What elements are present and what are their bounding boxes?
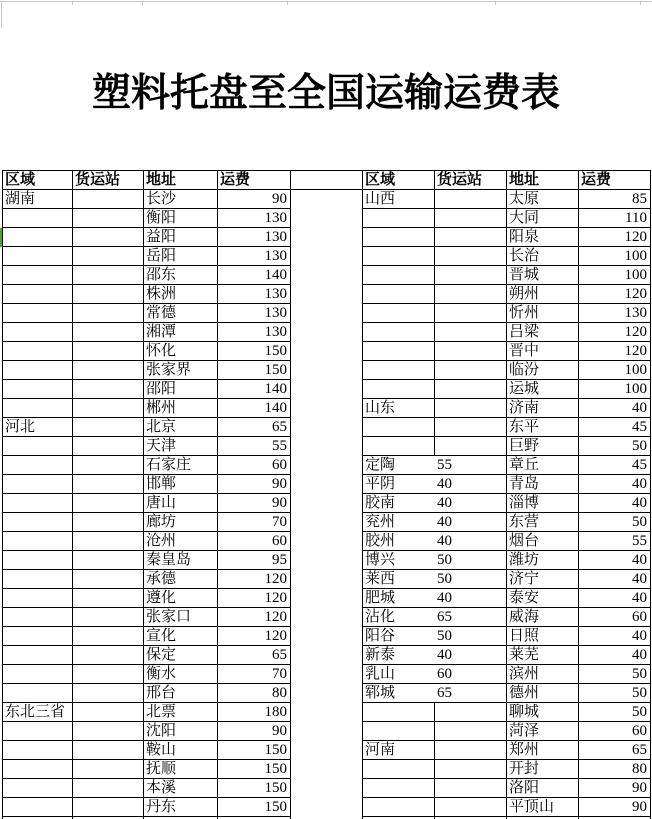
cell-station[interactable] xyxy=(435,741,507,760)
cell-station[interactable] xyxy=(73,475,144,494)
cell-address[interactable]: 济南 xyxy=(507,399,579,418)
cell-station[interactable] xyxy=(73,760,144,779)
column-header[interactable]: 区域 xyxy=(363,171,435,190)
cell-region[interactable]: 胶州 xyxy=(363,532,435,551)
cell-fee[interactable]: 40 xyxy=(579,646,651,665)
cell-region[interactable]: 湖南 xyxy=(3,190,73,209)
cell-address[interactable]: 日照 xyxy=(507,627,579,646)
cell-station[interactable] xyxy=(435,361,507,380)
cell-fee[interactable]: 90 xyxy=(579,779,651,798)
cell-address[interactable]: 益阳 xyxy=(144,228,218,247)
cell-fee[interactable]: 130 xyxy=(218,304,291,323)
cell-fee[interactable]: 130 xyxy=(218,209,291,228)
cell-station[interactable] xyxy=(73,627,144,646)
cell-address[interactable]: 晋城 xyxy=(507,266,579,285)
freight-table-right xyxy=(362,170,651,819)
cell-fee[interactable]: 70 xyxy=(218,513,291,532)
cell-region[interactable] xyxy=(3,494,73,513)
cell-station[interactable] xyxy=(435,380,507,399)
cell-region[interactable] xyxy=(363,304,435,323)
cell-region[interactable] xyxy=(363,722,435,741)
cell-fee[interactable]: 140 xyxy=(218,399,291,418)
cell-region[interactable]: 莱西 xyxy=(363,570,435,589)
cell-address[interactable]: 常德 xyxy=(144,304,218,323)
cell-station[interactable]: 65 xyxy=(435,608,507,627)
cell-fee[interactable]: 90 xyxy=(218,722,291,741)
cell-station[interactable] xyxy=(435,266,507,285)
cell-region[interactable]: 河北 xyxy=(3,418,73,437)
cell-fee[interactable]: 90 xyxy=(218,190,291,209)
cell-address[interactable]: 烟台 xyxy=(507,532,579,551)
cell-region[interactable]: 山东 xyxy=(363,399,435,418)
cell-fee[interactable]: 40 xyxy=(579,494,651,513)
cell-station[interactable] xyxy=(73,323,144,342)
cell-region[interactable] xyxy=(363,228,435,247)
cell-address[interactable]: 株洲 xyxy=(144,285,218,304)
cell-address[interactable]: 张家口 xyxy=(144,608,218,627)
cell-address[interactable]: 唐山 xyxy=(144,494,218,513)
cell-station[interactable] xyxy=(435,779,507,798)
cell-region[interactable] xyxy=(363,798,435,817)
sheet-gridline-top xyxy=(0,1,652,2)
cell-fee[interactable]: 40 xyxy=(579,589,651,608)
cell-region[interactable]: 定陶 xyxy=(363,456,435,475)
sheet-gridline-left xyxy=(1,1,2,28)
cell-address[interactable]: 郑州 xyxy=(507,741,579,760)
cell-fee[interactable]: 150 xyxy=(218,760,291,779)
cell-address[interactable]: 滨州 xyxy=(507,665,579,684)
cell-station[interactable] xyxy=(435,722,507,741)
cell-address[interactable]: 运城 xyxy=(507,380,579,399)
cell-address[interactable]: 东营 xyxy=(507,513,579,532)
cell-station[interactable] xyxy=(73,361,144,380)
cell-address[interactable]: 怀化 xyxy=(144,342,218,361)
cell-region[interactable]: 阳谷 xyxy=(363,627,435,646)
cell-region[interactable] xyxy=(363,380,435,399)
cell-fee[interactable]: 40 xyxy=(579,399,651,418)
cell-fee[interactable]: 100 xyxy=(579,247,651,266)
cell-address[interactable]: 平顶山 xyxy=(507,798,579,817)
cell-region[interactable] xyxy=(3,684,73,703)
cell-station[interactable]: 40 xyxy=(435,532,507,551)
cell-region[interactable] xyxy=(363,266,435,285)
cell-address[interactable]: 莱芜 xyxy=(507,646,579,665)
cell-fee[interactable]: 40 xyxy=(579,627,651,646)
cell-address[interactable]: 抚顺 xyxy=(144,760,218,779)
cell-address[interactable]: 沧州 xyxy=(144,532,218,551)
cell-address[interactable]: 章丘 xyxy=(507,456,579,475)
cell-station[interactable] xyxy=(435,703,507,722)
cell-address[interactable]: 聊城 xyxy=(507,703,579,722)
cell-fee[interactable]: 60 xyxy=(218,532,291,551)
cell-address[interactable]: 衡阳 xyxy=(144,209,218,228)
cell-fee[interactable]: 55 xyxy=(579,532,651,551)
cell-fee[interactable]: 90 xyxy=(579,798,651,817)
cell-address[interactable]: 宣化 xyxy=(144,627,218,646)
cell-address[interactable]: 张家界 xyxy=(144,361,218,380)
cell-fee[interactable]: 120 xyxy=(218,627,291,646)
cell-region[interactable] xyxy=(363,342,435,361)
cell-region[interactable] xyxy=(3,247,73,266)
cell-station[interactable] xyxy=(73,342,144,361)
cell-fee[interactable]: 90 xyxy=(218,475,291,494)
cell-region[interactable] xyxy=(363,418,435,437)
cell-region[interactable]: 山西 xyxy=(363,190,435,209)
cell-address[interactable]: 大同 xyxy=(507,209,579,228)
cell-region[interactable] xyxy=(3,741,73,760)
column-header[interactable]: 地址 xyxy=(144,171,218,190)
cell-fee[interactable]: 45 xyxy=(579,418,651,437)
cell-region[interactable] xyxy=(3,323,73,342)
cell-address[interactable]: 东平 xyxy=(507,418,579,437)
cell-fee[interactable]: 80 xyxy=(218,684,291,703)
cell-fee[interactable]: 80 xyxy=(579,760,651,779)
cell-station[interactable] xyxy=(435,418,507,437)
cell-fee[interactable]: 90 xyxy=(218,494,291,513)
cell-address[interactable]: 晋中 xyxy=(507,342,579,361)
cell-station[interactable]: 50 xyxy=(435,570,507,589)
cell-fee[interactable]: 50 xyxy=(579,665,651,684)
cell-region[interactable]: 肥城 xyxy=(363,589,435,608)
sheet-title: 塑料托盘至全国运输运费表 xyxy=(91,72,560,115)
cell-fee[interactable]: 40 xyxy=(579,475,651,494)
cell-address[interactable]: 淄博 xyxy=(507,494,579,513)
cell-fee[interactable]: 120 xyxy=(579,228,651,247)
cell-fee[interactable]: 180 xyxy=(218,703,291,722)
cell-fee[interactable]: 120 xyxy=(579,323,651,342)
cell-region[interactable]: 郓城 xyxy=(363,684,435,703)
column-header[interactable]: 货运站 xyxy=(435,171,507,190)
cell-region[interactable] xyxy=(3,209,73,228)
cell-region[interactable] xyxy=(3,513,73,532)
cell-region[interactable] xyxy=(3,646,73,665)
cell-station[interactable] xyxy=(435,247,507,266)
cell-fee[interactable]: 120 xyxy=(218,570,291,589)
cell-fee[interactable]: 50 xyxy=(579,684,651,703)
cell-region[interactable] xyxy=(363,760,435,779)
cell-fee[interactable]: 130 xyxy=(218,247,291,266)
cell-station[interactable] xyxy=(73,684,144,703)
cell-address[interactable]: 郴州 xyxy=(144,399,218,418)
cell-region[interactable] xyxy=(3,266,73,285)
cell-fee[interactable]: 150 xyxy=(218,779,291,798)
cell-address[interactable]: 邢台 xyxy=(144,684,218,703)
cell-station[interactable] xyxy=(435,285,507,304)
cell-station[interactable] xyxy=(73,570,144,589)
cell-address[interactable]: 朔州 xyxy=(507,285,579,304)
cell-station[interactable] xyxy=(73,399,144,418)
cell-station[interactable]: 40 xyxy=(435,494,507,513)
cell-region[interactable] xyxy=(3,399,73,418)
cell-fee[interactable]: 55 xyxy=(218,437,291,456)
cell-fee[interactable]: 120 xyxy=(579,342,651,361)
cell-address[interactable]: 鞍山 xyxy=(144,741,218,760)
cell-fee[interactable]: 45 xyxy=(579,456,651,475)
cell-fee[interactable]: 150 xyxy=(218,798,291,817)
cell-address[interactable]: 承德 xyxy=(144,570,218,589)
cell-fee[interactable]: 65 xyxy=(218,418,291,437)
sheet-column-tick xyxy=(495,1,496,5)
cell-station[interactable] xyxy=(73,190,144,209)
cell-station[interactable]: 40 xyxy=(435,513,507,532)
sheet-column-tick xyxy=(72,1,73,5)
cell-fee[interactable]: 85 xyxy=(579,190,651,209)
cell-fee[interactable]: 120 xyxy=(218,608,291,627)
cell-address[interactable]: 邵东 xyxy=(144,266,218,285)
cell-fee[interactable]: 50 xyxy=(579,703,651,722)
cell-station[interactable] xyxy=(73,741,144,760)
cell-fee[interactable]: 50 xyxy=(579,437,651,456)
cell-address[interactable]: 开封 xyxy=(507,760,579,779)
cell-region[interactable] xyxy=(363,209,435,228)
cell-region[interactable] xyxy=(3,456,73,475)
cell-region[interactable]: 河南 xyxy=(363,741,435,760)
cell-address[interactable]: 德州 xyxy=(507,684,579,703)
cell-fee[interactable]: 150 xyxy=(218,741,291,760)
cell-address[interactable]: 泰安 xyxy=(507,589,579,608)
sheet-column-tick xyxy=(142,1,143,5)
cell-region[interactable]: 平阴 xyxy=(363,475,435,494)
cell-fee[interactable]: 110 xyxy=(579,209,651,228)
cell-fee[interactable]: 130 xyxy=(579,304,651,323)
cell-region[interactable] xyxy=(363,247,435,266)
cell-fee[interactable]: 100 xyxy=(579,266,651,285)
cell-station[interactable] xyxy=(435,798,507,817)
cell-address[interactable]: 遵化 xyxy=(144,589,218,608)
cell-region[interactable]: 东北三省 xyxy=(3,703,73,722)
column-header[interactable]: 区域 xyxy=(3,171,73,190)
cell-station[interactable] xyxy=(73,285,144,304)
cell-region[interactable] xyxy=(3,608,73,627)
cell-address[interactable]: 菏泽 xyxy=(507,722,579,741)
cell-region[interactable] xyxy=(3,437,73,456)
freight-table-left xyxy=(2,170,291,819)
cell-fee[interactable]: 150 xyxy=(218,342,291,361)
cell-station[interactable] xyxy=(435,190,507,209)
cell-address[interactable]: 长沙 xyxy=(144,190,218,209)
cell-address[interactable]: 廊坊 xyxy=(144,513,218,532)
cell-region[interactable] xyxy=(3,798,73,817)
column-header[interactable]: 运费 xyxy=(218,171,291,190)
column-header[interactable]: 运费 xyxy=(579,171,651,190)
cell-address[interactable]: 衡水 xyxy=(144,665,218,684)
cell-region[interactable] xyxy=(3,722,73,741)
cell-region[interactable] xyxy=(3,570,73,589)
cell-fee[interactable]: 60 xyxy=(579,608,651,627)
cell-address[interactable]: 济宁 xyxy=(507,570,579,589)
cell-fee[interactable]: 65 xyxy=(218,646,291,665)
cell-region[interactable] xyxy=(3,361,73,380)
cell-region[interactable] xyxy=(3,304,73,323)
cell-fee[interactable]: 60 xyxy=(218,456,291,475)
cell-station[interactable] xyxy=(73,779,144,798)
cell-fee[interactable]: 65 xyxy=(579,741,651,760)
cell-station[interactable] xyxy=(73,494,144,513)
cell-address[interactable]: 太原 xyxy=(507,190,579,209)
cell-region[interactable] xyxy=(3,285,73,304)
sheet-column-tick xyxy=(640,1,641,5)
cell-station[interactable] xyxy=(73,380,144,399)
cell-fee[interactable]: 40 xyxy=(579,570,651,589)
cell-region[interactable] xyxy=(363,361,435,380)
cell-station[interactable] xyxy=(73,665,144,684)
cell-fee[interactable]: 130 xyxy=(218,228,291,247)
cell-station[interactable] xyxy=(73,551,144,570)
cell-station[interactable] xyxy=(435,342,507,361)
cell-station[interactable] xyxy=(73,589,144,608)
cell-address[interactable]: 保定 xyxy=(144,646,218,665)
cell-address[interactable]: 威海 xyxy=(507,608,579,627)
cell-region[interactable] xyxy=(3,779,73,798)
cell-station[interactable]: 65 xyxy=(435,684,507,703)
cell-address[interactable]: 临汾 xyxy=(507,361,579,380)
cell-station[interactable] xyxy=(73,266,144,285)
cell-fee[interactable]: 130 xyxy=(218,323,291,342)
cell-region[interactable] xyxy=(363,437,435,456)
cell-station[interactable] xyxy=(435,323,507,342)
cell-address[interactable]: 邵阳 xyxy=(144,380,218,399)
cell-address[interactable]: 湘潭 xyxy=(144,323,218,342)
cell-station[interactable] xyxy=(73,247,144,266)
cell-station[interactable]: 55 xyxy=(435,456,507,475)
cell-region[interactable] xyxy=(3,665,73,684)
cell-station[interactable] xyxy=(73,456,144,475)
cell-address[interactable]: 丹东 xyxy=(144,798,218,817)
cell-station[interactable] xyxy=(73,513,144,532)
cell-fee[interactable]: 100 xyxy=(579,380,651,399)
cell-station[interactable] xyxy=(73,304,144,323)
cell-region[interactable] xyxy=(3,760,73,779)
cell-fee[interactable]: 120 xyxy=(218,589,291,608)
cell-station[interactable] xyxy=(73,532,144,551)
cell-station[interactable] xyxy=(73,608,144,627)
cell-fee[interactable]: 120 xyxy=(579,285,651,304)
cell-region[interactable] xyxy=(363,323,435,342)
cell-fee[interactable]: 95 xyxy=(218,551,291,570)
cell-fee[interactable]: 100 xyxy=(579,361,651,380)
cell-region[interactable] xyxy=(3,589,73,608)
cell-address[interactable]: 潍坊 xyxy=(507,551,579,570)
column-header[interactable]: 货运站 xyxy=(73,171,144,190)
cell-station[interactable] xyxy=(73,209,144,228)
cell-station[interactable]: 40 xyxy=(435,589,507,608)
cell-address[interactable]: 天津 xyxy=(144,437,218,456)
cell-region[interactable]: 胶南 xyxy=(363,494,435,513)
cell-station[interactable] xyxy=(435,760,507,779)
cell-fee[interactable]: 70 xyxy=(218,665,291,684)
cell-station[interactable] xyxy=(73,703,144,722)
cell-fee[interactable]: 60 xyxy=(579,722,651,741)
cell-address[interactable]: 洛阳 xyxy=(507,779,579,798)
cell-address[interactable]: 忻州 xyxy=(507,304,579,323)
cell-station[interactable] xyxy=(73,418,144,437)
column-header[interactable]: 地址 xyxy=(507,171,579,190)
cell-station[interactable]: 40 xyxy=(435,475,507,494)
cell-station[interactable]: 60 xyxy=(435,665,507,684)
cell-station[interactable] xyxy=(73,437,144,456)
cell-station[interactable] xyxy=(73,646,144,665)
cell-address[interactable]: 青岛 xyxy=(507,475,579,494)
cell-address[interactable]: 北票 xyxy=(144,703,218,722)
cell-fee[interactable]: 50 xyxy=(579,513,651,532)
cell-fee[interactable]: 140 xyxy=(218,380,291,399)
cell-region[interactable]: 新泰 xyxy=(363,646,435,665)
cell-address[interactable]: 岳阳 xyxy=(144,247,218,266)
cell-region[interactable] xyxy=(3,380,73,399)
cell-address[interactable]: 石家庄 xyxy=(144,456,218,475)
cell-address[interactable]: 长治 xyxy=(507,247,579,266)
cell-station[interactable] xyxy=(73,722,144,741)
cell-fee[interactable]: 140 xyxy=(218,266,291,285)
header-gap-cell xyxy=(290,170,362,190)
cell-station[interactable] xyxy=(435,228,507,247)
cell-region[interactable]: 沾化 xyxy=(363,608,435,627)
cell-address[interactable]: 本溪 xyxy=(144,779,218,798)
cell-region[interactable] xyxy=(3,228,73,247)
cell-station[interactable]: 40 xyxy=(435,646,507,665)
sheet-column-tick xyxy=(287,1,288,5)
cell-region[interactable] xyxy=(363,285,435,304)
cell-region[interactable] xyxy=(363,703,435,722)
cell-address[interactable]: 北京 xyxy=(144,418,218,437)
cell-address[interactable]: 邯郸 xyxy=(144,475,218,494)
cell-address[interactable]: 阳泉 xyxy=(507,228,579,247)
cell-address[interactable]: 巨野 xyxy=(507,437,579,456)
cell-fee[interactable]: 150 xyxy=(218,361,291,380)
cell-region[interactable] xyxy=(3,627,73,646)
cell-station[interactable] xyxy=(435,437,507,456)
cell-region[interactable] xyxy=(3,342,73,361)
cell-region[interactable]: 兖州 xyxy=(363,513,435,532)
cell-region[interactable] xyxy=(3,475,73,494)
cell-address[interactable]: 吕梁 xyxy=(507,323,579,342)
cell-region[interactable] xyxy=(3,551,73,570)
cell-region[interactable] xyxy=(363,779,435,798)
cell-fee[interactable]: 130 xyxy=(218,285,291,304)
cell-address[interactable]: 秦皇岛 xyxy=(144,551,218,570)
cell-address[interactable]: 沈阳 xyxy=(144,722,218,741)
cell-station[interactable] xyxy=(435,399,507,418)
cell-station[interactable]: 50 xyxy=(435,551,507,570)
cell-station[interactable] xyxy=(73,798,144,817)
cell-fee[interactable]: 40 xyxy=(579,551,651,570)
cell-station[interactable]: 50 xyxy=(435,627,507,646)
cell-region[interactable]: 乳山 xyxy=(363,665,435,684)
cell-region[interactable]: 博兴 xyxy=(363,551,435,570)
cell-region[interactable] xyxy=(3,532,73,551)
cell-station[interactable] xyxy=(435,304,507,323)
cell-station[interactable] xyxy=(435,209,507,228)
cell-station[interactable] xyxy=(73,228,144,247)
